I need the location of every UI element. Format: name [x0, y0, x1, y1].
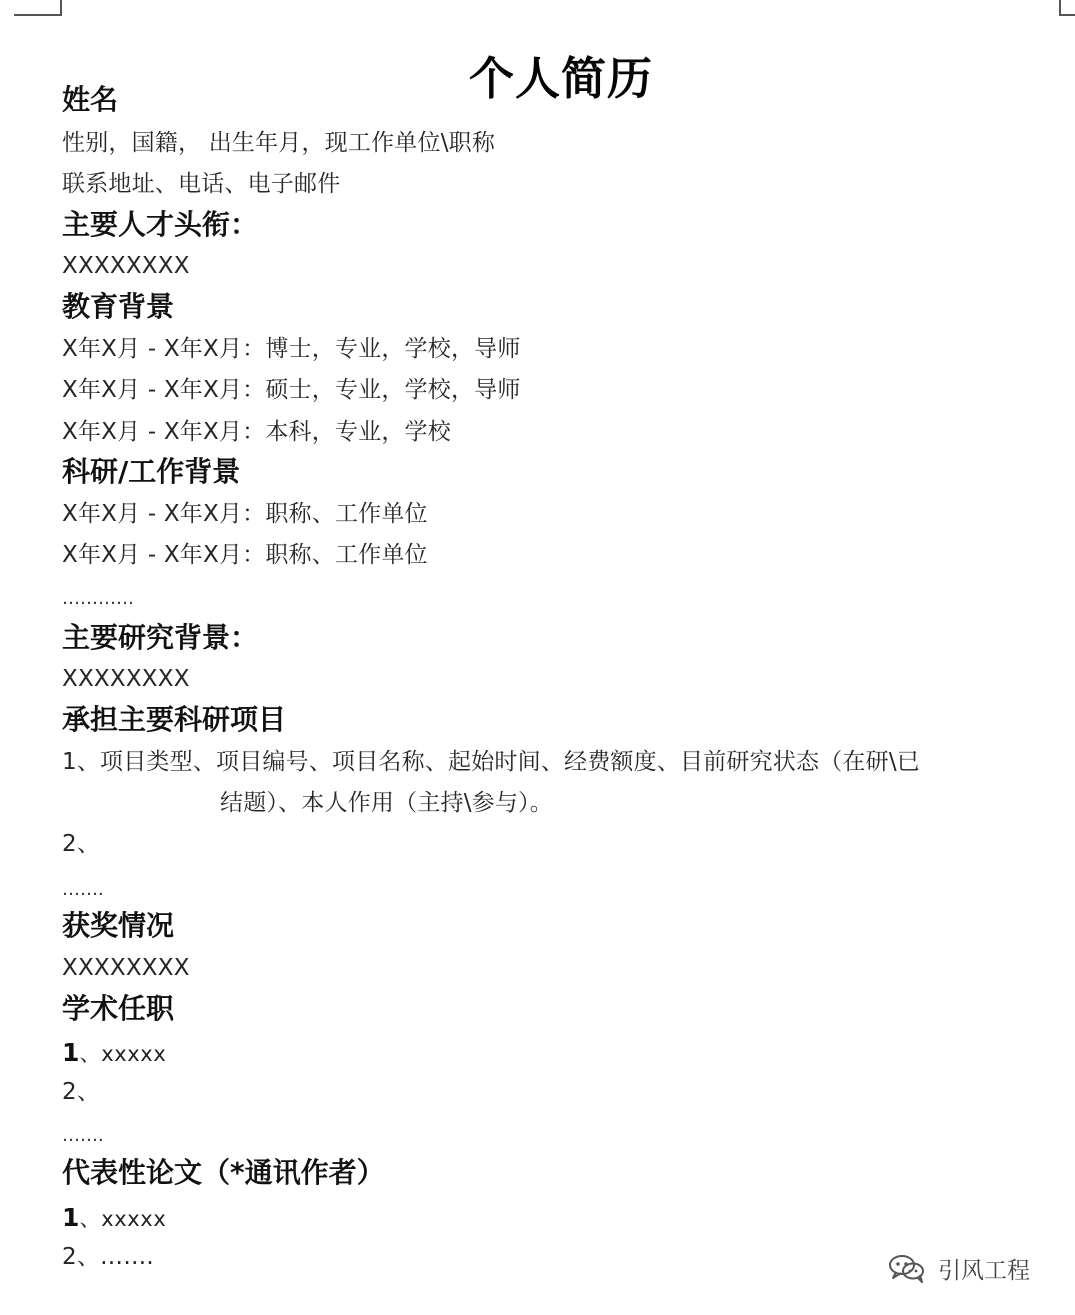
education-entry: X年X月 - X年X月：博士，专业，学校，导师 [62, 336, 521, 362]
academic-position-entry: 2、 [62, 1079, 101, 1105]
section-heading-work: 科研/工作背景 [62, 455, 241, 488]
section-heading-name: 姓名 [62, 83, 119, 116]
academic-position-ellipsis: ……. [62, 1125, 104, 1146]
section-heading-projects: 承担主要科研项目 [62, 703, 287, 736]
education-entry: X年X月 - X年X月：本科，专业，学校 [62, 419, 451, 445]
section-heading-awards: 获奖情况 [62, 909, 175, 942]
paper-entry [62, 1205, 166, 1231]
work-entry: X年X月 - X年X月：职称、工作单位 [62, 501, 428, 527]
academic-position-entry [62, 1040, 166, 1066]
contact-info-line: 联系地址、电话、电子邮件 [62, 171, 341, 197]
research-value: XXXXXXXX [62, 666, 190, 692]
project-entry: 1、项目类型、项目编号、项目名称、起始时间、经费额度、目前研究状态（在研\已 [62, 749, 920, 775]
entry-text: 、xxxxx [79, 1207, 167, 1231]
crop-mark-right [1059, 0, 1075, 16]
paper-entry: 2、……. [62, 1244, 154, 1270]
watermark [886, 1246, 1030, 1290]
personal-info-line: 性别，国籍， 出生年月，现工作单位\职称 [62, 130, 496, 156]
page-title: 个人简历 [468, 52, 653, 106]
education-entry: X年X月 - X年X月：硕士，专业，学校，导师 [62, 377, 521, 403]
entry-text: 、xxxxx [79, 1042, 167, 1066]
project-entry-continuation: 结题）、本人作用（主持\参与）。 [220, 790, 553, 816]
wechat-icon [886, 1251, 928, 1285]
section-heading-papers: 代表性论文（*通讯作者） [62, 1156, 385, 1189]
project-entry: 2、 [62, 831, 101, 857]
work-entry: X年X月 - X年X月：职称、工作单位 [62, 542, 428, 568]
project-ellipsis: ……. [62, 879, 104, 900]
entry-number: 1 [62, 1038, 80, 1067]
awards-value: XXXXXXXX [62, 955, 190, 981]
section-heading-education: 教育背景 [62, 290, 175, 323]
titles-value: XXXXXXXX [62, 253, 190, 279]
work-ellipsis: ………… [62, 588, 134, 609]
entry-number: 1 [62, 1203, 80, 1232]
section-heading-research: 主要研究背景： [62, 621, 259, 654]
section-heading-titles: 主要人才头衔： [62, 208, 259, 241]
watermark-label: 引风工程 [938, 1257, 1030, 1284]
crop-mark-left [14, 0, 62, 16]
section-heading-academic-positions: 学术任职 [62, 992, 175, 1025]
